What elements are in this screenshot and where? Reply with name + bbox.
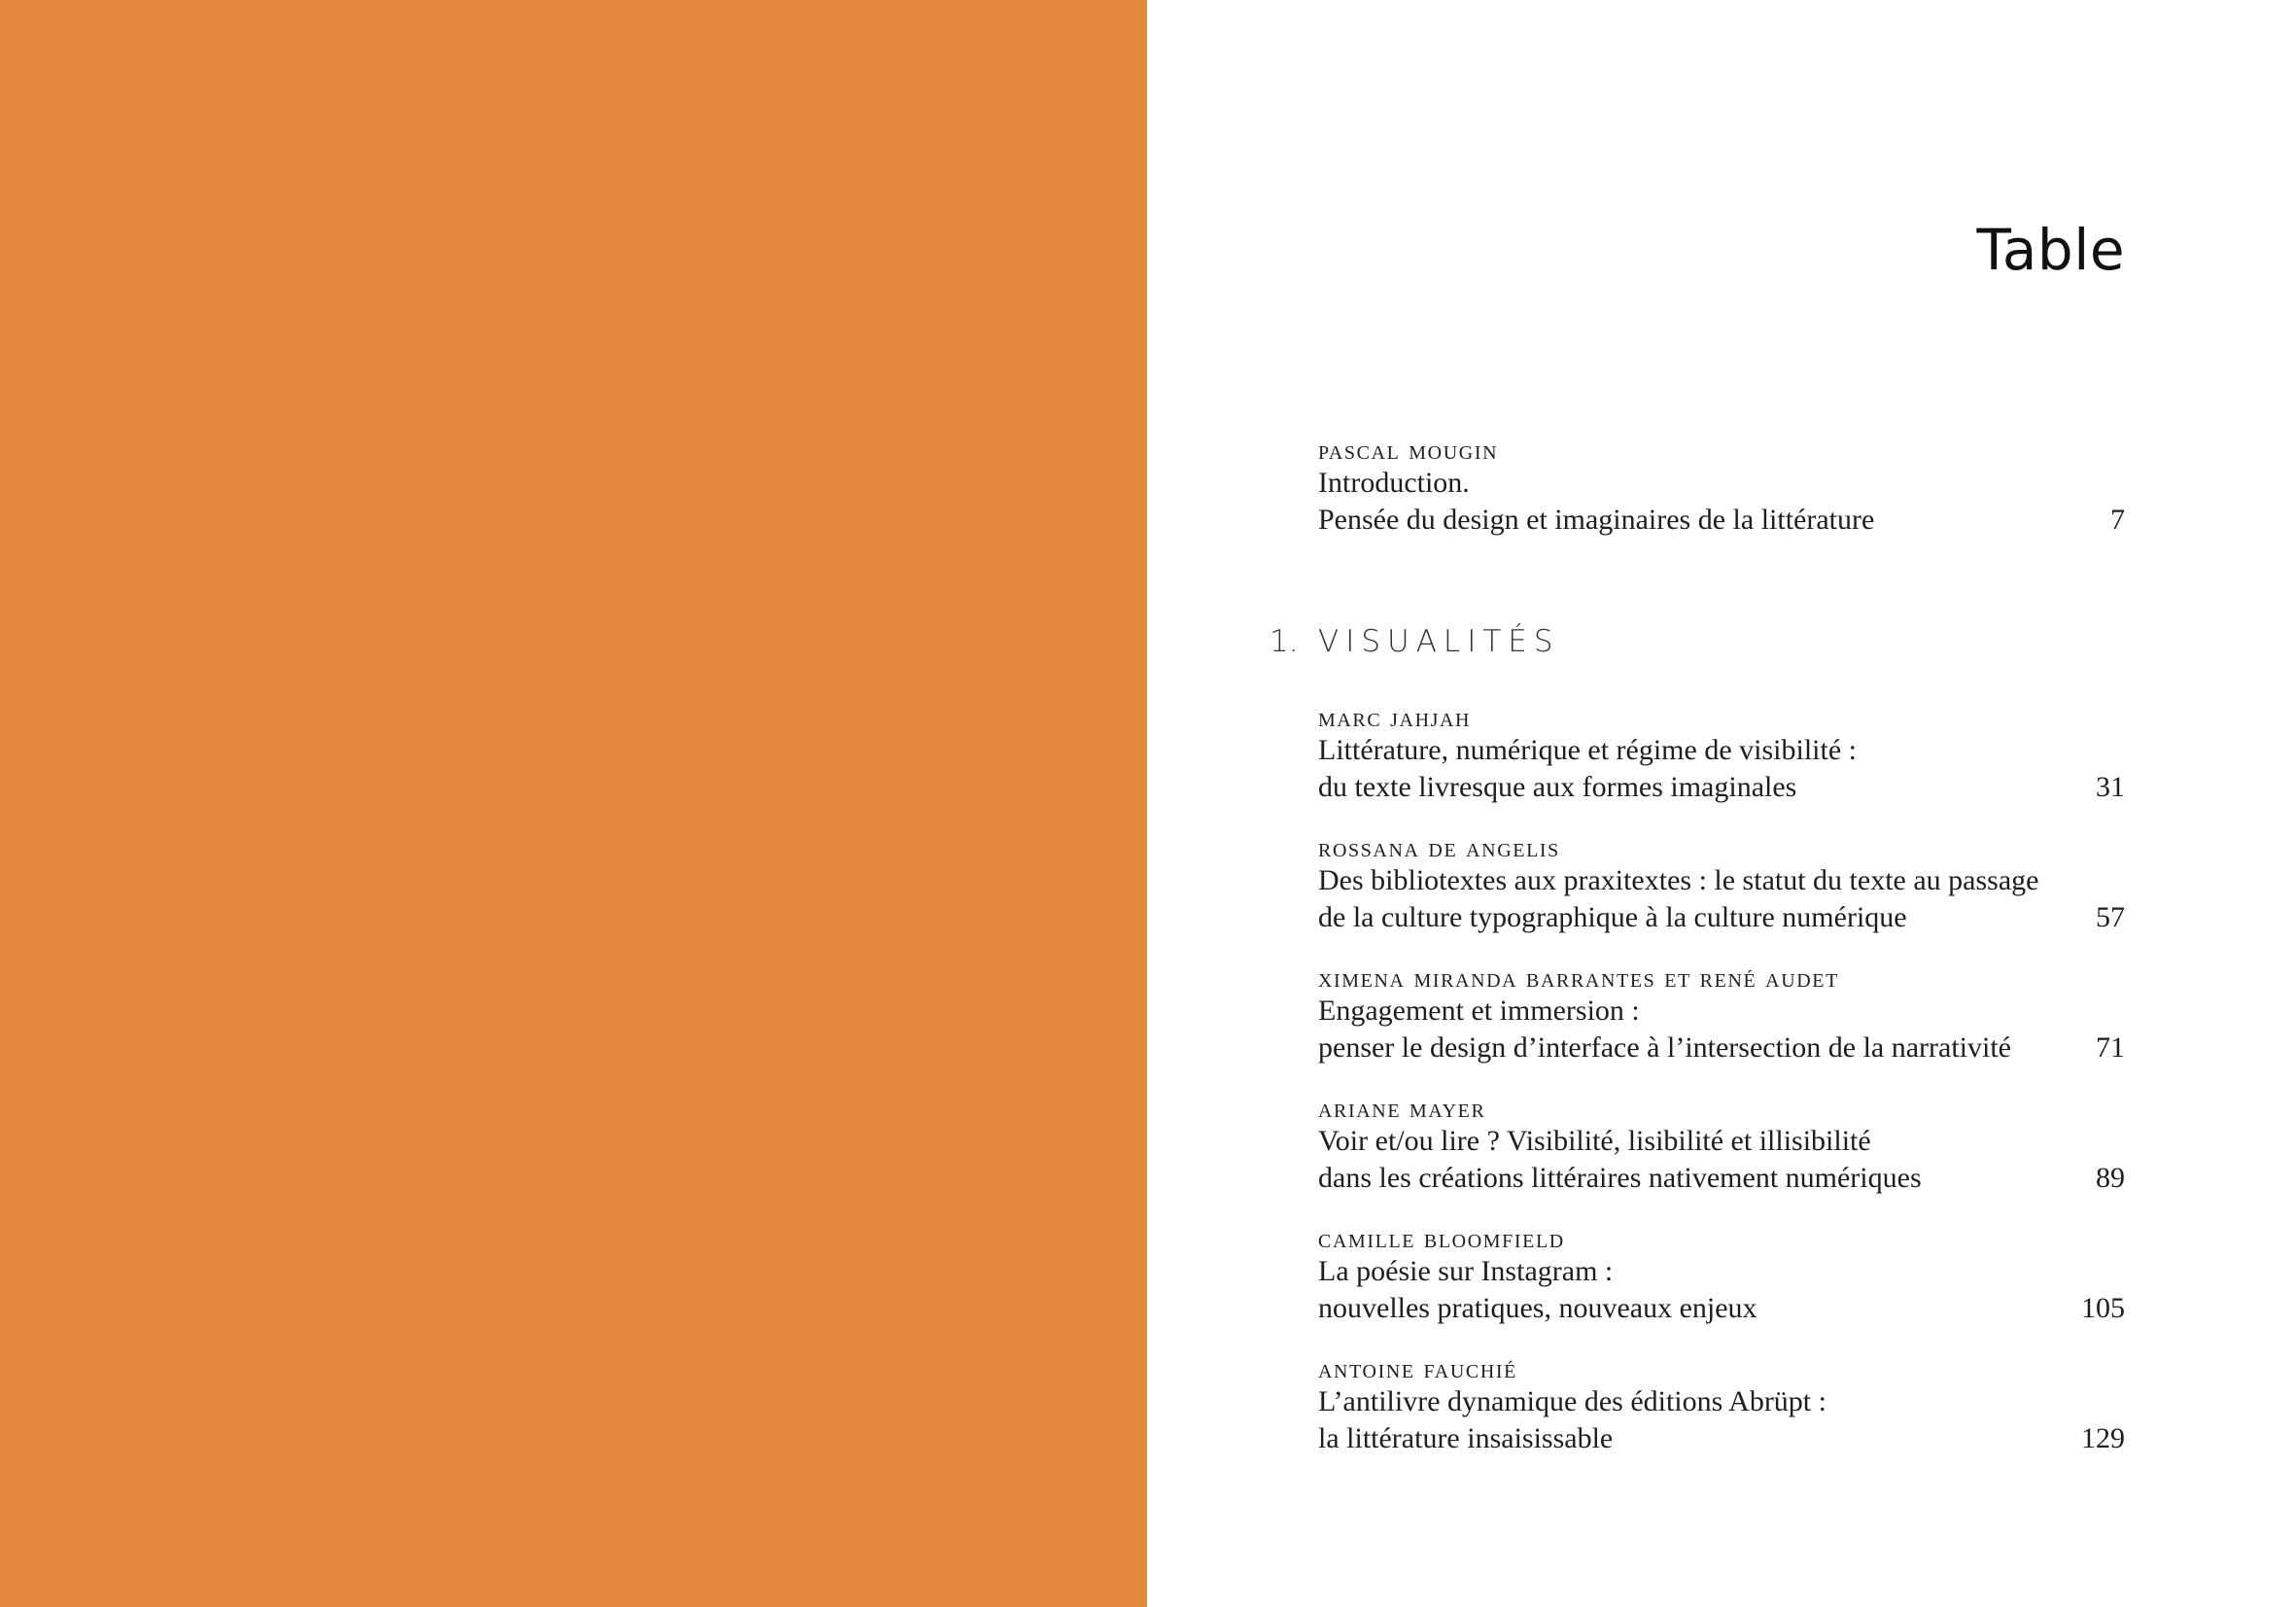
entry-page-number: 71 <box>2096 1031 2125 1064</box>
entry-author: pascal mougin <box>1318 435 1499 466</box>
entry-author: rossana de angelis <box>1318 832 1560 863</box>
section-heading <box>1270 622 1560 661</box>
entry-author: camille bloomfield <box>1318 1223 1565 1254</box>
entry-title-line: du texte livresque aux formes imaginales <box>1318 771 1797 803</box>
entry-author: ariane mayer <box>1318 1093 1486 1124</box>
entry-title-line: nouvelles pratiques, nouveaux enjeux <box>1318 1292 1757 1324</box>
entry-title-line: L’antilivre dynamique des éditions Abrüpt : <box>1318 1385 1826 1417</box>
entry-page-number: 57 <box>2096 901 2125 933</box>
page-title: Table <box>1976 217 2125 283</box>
entry-page-number: 89 <box>2096 1162 2125 1194</box>
entry-title-line: Des bibliotextes aux praxitextes : le statut du texte au passage <box>1318 864 2039 896</box>
section-number: 1. <box>1270 624 1299 659</box>
entry-page-number: 105 <box>2081 1292 2125 1324</box>
toc-entry <box>1318 833 2125 936</box>
entry-title-line: penser le design d’interface à l’intersection de la narrativité <box>1318 1031 2011 1064</box>
toc-entry <box>1318 703 2125 806</box>
entry-title-line: Introduction. <box>1318 467 1470 499</box>
entry-page-number: 31 <box>2096 771 2125 803</box>
section-title: VISUALITÉS <box>1318 624 1560 659</box>
toc-page <box>1147 0 2296 1607</box>
entry-title-line: La poésie sur Instagram : <box>1318 1255 1614 1287</box>
entry-author: marc jahjah <box>1318 702 1472 733</box>
left-color-panel <box>0 0 1147 1607</box>
toc-entry <box>1318 1224 2125 1327</box>
entry-title-line: Engagement et immersion : <box>1318 995 1640 1027</box>
entry-title-line: dans les créations littéraires nativement numériques <box>1318 1162 1922 1194</box>
entry-author: ximena miranda barrantes et rené audet <box>1318 962 1839 994</box>
entry-title-line: la littérature insaisissable <box>1318 1422 1614 1454</box>
toc-entry <box>1318 1094 2125 1197</box>
toc-entry <box>1318 1354 2125 1457</box>
entry-title-line: Littérature, numérique et régime de visibilité : <box>1318 734 1857 766</box>
entry-author: antoine fauchié <box>1318 1353 1517 1384</box>
entry-page-number: 129 <box>2081 1422 2125 1454</box>
entry-page-number: 7 <box>2110 504 2125 536</box>
toc-entry-intro <box>1318 436 2125 539</box>
entry-title-line: Voir et/ou lire ? Visibilité, lisibilité et illisibilité <box>1318 1125 1871 1157</box>
entry-title-line: Pensée du design et imaginaires de la littérature <box>1318 504 1875 536</box>
entry-title-line: de la culture typographique à la culture numérique <box>1318 901 1907 933</box>
toc-entry <box>1318 963 2125 1066</box>
